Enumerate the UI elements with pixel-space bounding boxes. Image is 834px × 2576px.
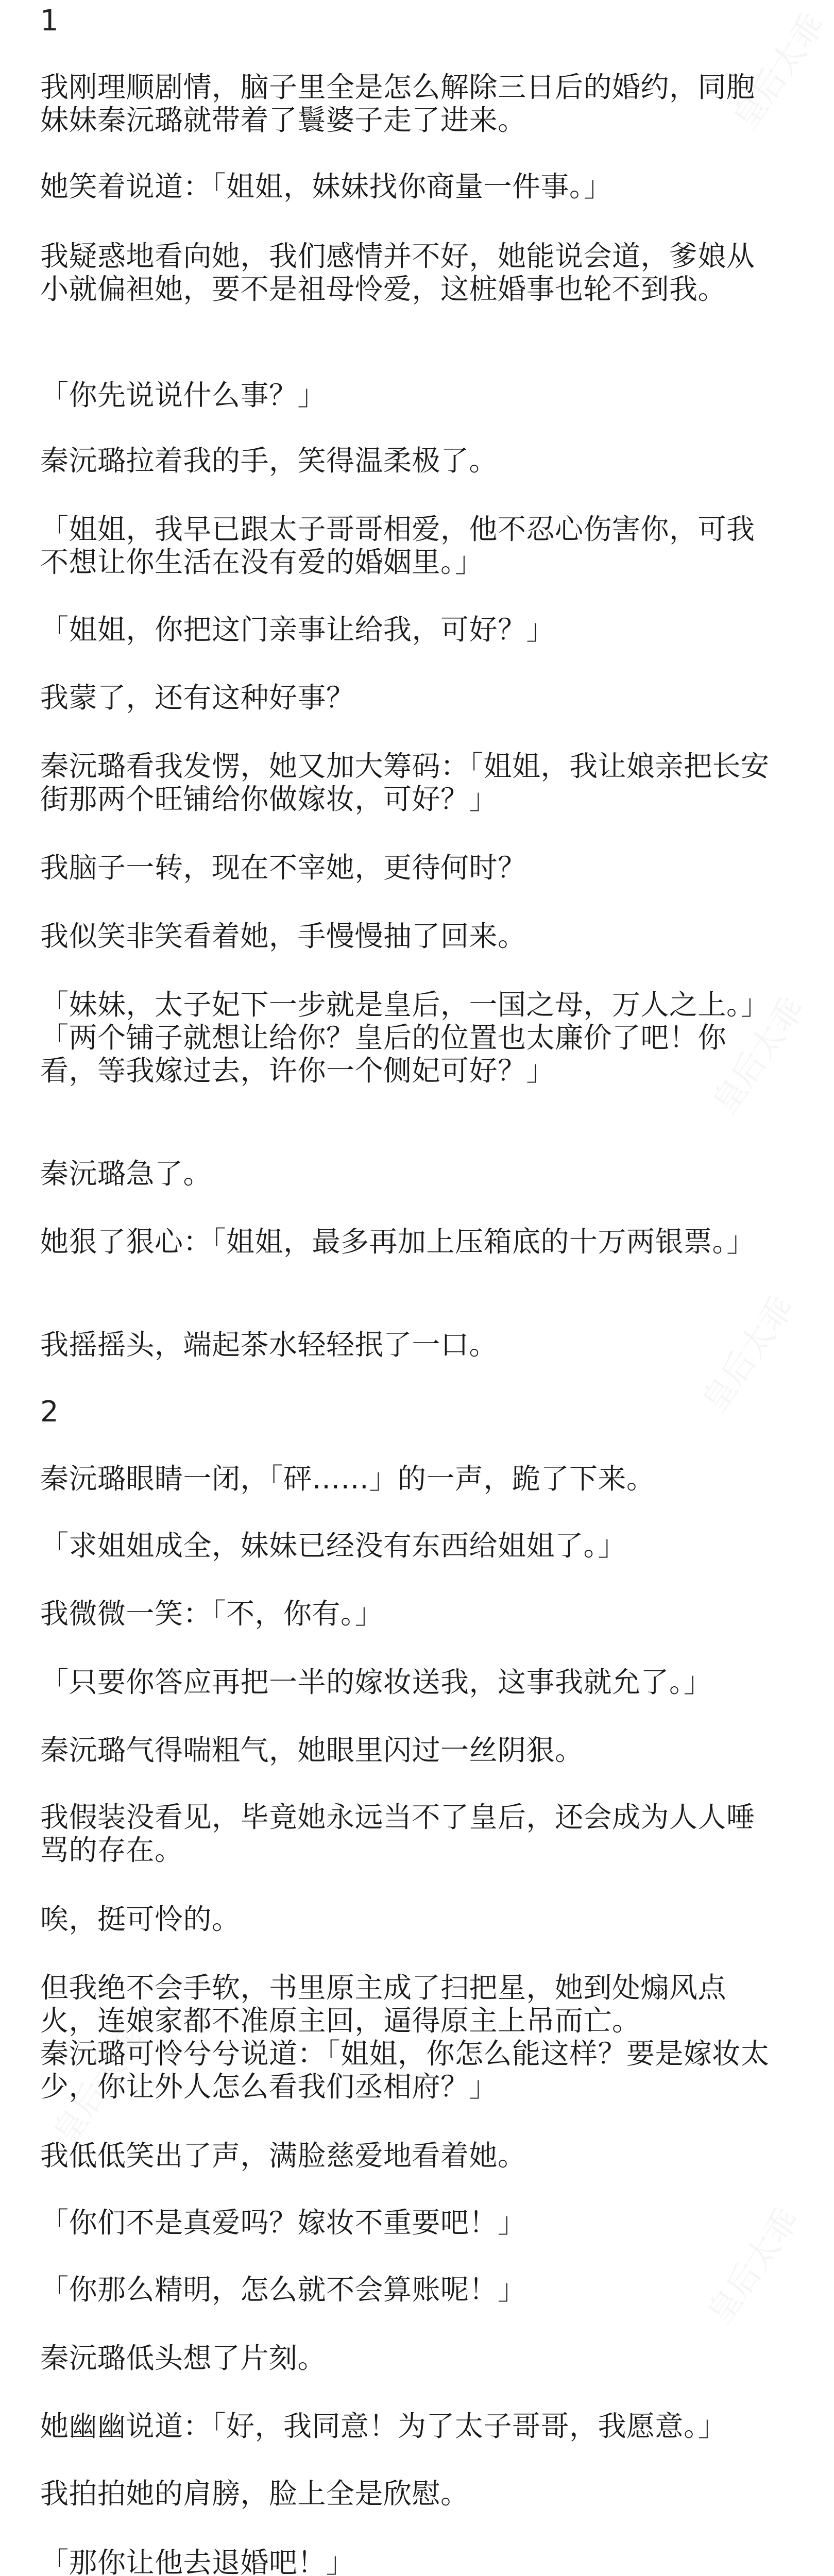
paragraph: 「姐姐，你把这门亲事让给我，可好？」 <box>40 613 555 646</box>
paragraph: 秦沅璐看我发愣，她又加大筹码：「姐姐，我让娘亲把长安街那两个旺铺给你做嫁妆，可好？」 <box>40 750 770 816</box>
paragraph: 我假装没看见，毕竟她永远当不了皇后，还会成为人人唾骂的存在。 <box>40 1801 755 1867</box>
paragraph: 秦沅璐拉着我的手，笑得温柔极了。 <box>40 444 498 477</box>
paragraph: 秦沅璐低头想了片刻。 <box>40 2342 327 2375</box>
paragraph: 「求姐姐成全，妹妹已经没有东西给姐姐了。」 <box>40 1529 627 1562</box>
paragraph: 秦沅璐气得喘粗气，她眼里闪过一丝阴狠。 <box>40 1734 584 1767</box>
paragraph: 我刚理顺剧情，脑子里全是怎么解除三日后的婚约，同胞妹妹秦沅璐就带着了鬟婆子走了进来。 <box>40 71 755 137</box>
paragraph: 我脑子一转，现在不宰她，更待何时？ <box>40 851 526 884</box>
paragraph: 唉，挺可怜的。 <box>40 1903 241 1936</box>
paragraph: 我摇摇头，端起茶水轻轻抿了一口。 <box>40 1328 498 1361</box>
paragraph: 「你那么精明，怎么就不会算账呢！」 <box>40 2273 526 2306</box>
paragraph: 她笑着说道：「姐姐，妹妹找你商量一件事。」 <box>40 170 612 203</box>
paragraph: 她幽幽说道：「好，我同意！为了太子哥哥，我愿意。」 <box>40 2410 727 2443</box>
paragraph: 她狠了狠心：「姐姐，最多再加上压箱底的十万两银票。」 <box>40 1225 756 1258</box>
watermark: 皇后太乖 <box>46 2021 153 2151</box>
chapter-number: 2 <box>40 1395 59 1429</box>
paragraph: 「那你让他去退婚吧！」 <box>40 2546 355 2576</box>
chapter-number: 1 <box>40 4 59 38</box>
watermark: 皇后太乖 <box>700 2201 807 2332</box>
watermark: 皇后太乖 <box>695 1290 802 1420</box>
paragraph: 秦沅璐急了。 <box>40 1157 212 1190</box>
paragraph: 「姐姐，我早已跟太子哥哥相爱，他不忍心伤害你，可我不想让你生活在没有爱的婚姻里。」 <box>40 513 755 579</box>
paragraph: 但我绝不会手软，书里原主成了扫把星，她到处煽风点火，连娘家都不准原主回，逼得原主上吊而亡。 秦沅璐可怜兮兮说道：「姐姐，你怎么能这样？要是嫁妆太少，你让外人怎么看我们丞相府？」 <box>40 1971 770 2103</box>
paragraph: 我拍拍她的肩膀，脸上全是欣慰。 <box>40 2477 469 2510</box>
paragraph: 「你先说说什么事？」 <box>40 379 327 412</box>
watermark: 皇后太乖 <box>726 7 833 137</box>
paragraph: 「只要你答应再把一半的嫁妆送我，这事我就允了。」 <box>40 1666 712 1699</box>
paragraph: 「你们不是真爱吗？嫁妆不重要吧！」 <box>40 2206 526 2239</box>
paragraph: 我低低笑出了声，满脸慈爱地看着她。 <box>40 2139 526 2172</box>
paragraph: 「妹妹，太子妃下一步就是皇后，一国之母，万人之上。」 「两个铺子就想让给你？皇后的位置也太廉价了吧！你看，等我嫁过去，许你一个侧妃可好？」 <box>40 988 770 1087</box>
watermark: 皇后太乖 <box>705 991 812 1121</box>
paragraph: 我蒙了，还有这种好事？ <box>40 681 355 714</box>
paragraph: 我疑惑地看向她，我们感情并不好，她能说会道，爹娘从小就偏袒她，要不是祖母怜爱，这桩婚事也轮不到我。 <box>40 240 755 306</box>
paragraph: 秦沅璐眼睛一闭，「砰……」的一声，跪了下来。 <box>40 1462 655 1495</box>
paragraph: 我微微一笑：「不，你有。」 <box>40 1597 384 1630</box>
paragraph: 我似笑非笑看着她，手慢慢抽了回来。 <box>40 920 526 953</box>
